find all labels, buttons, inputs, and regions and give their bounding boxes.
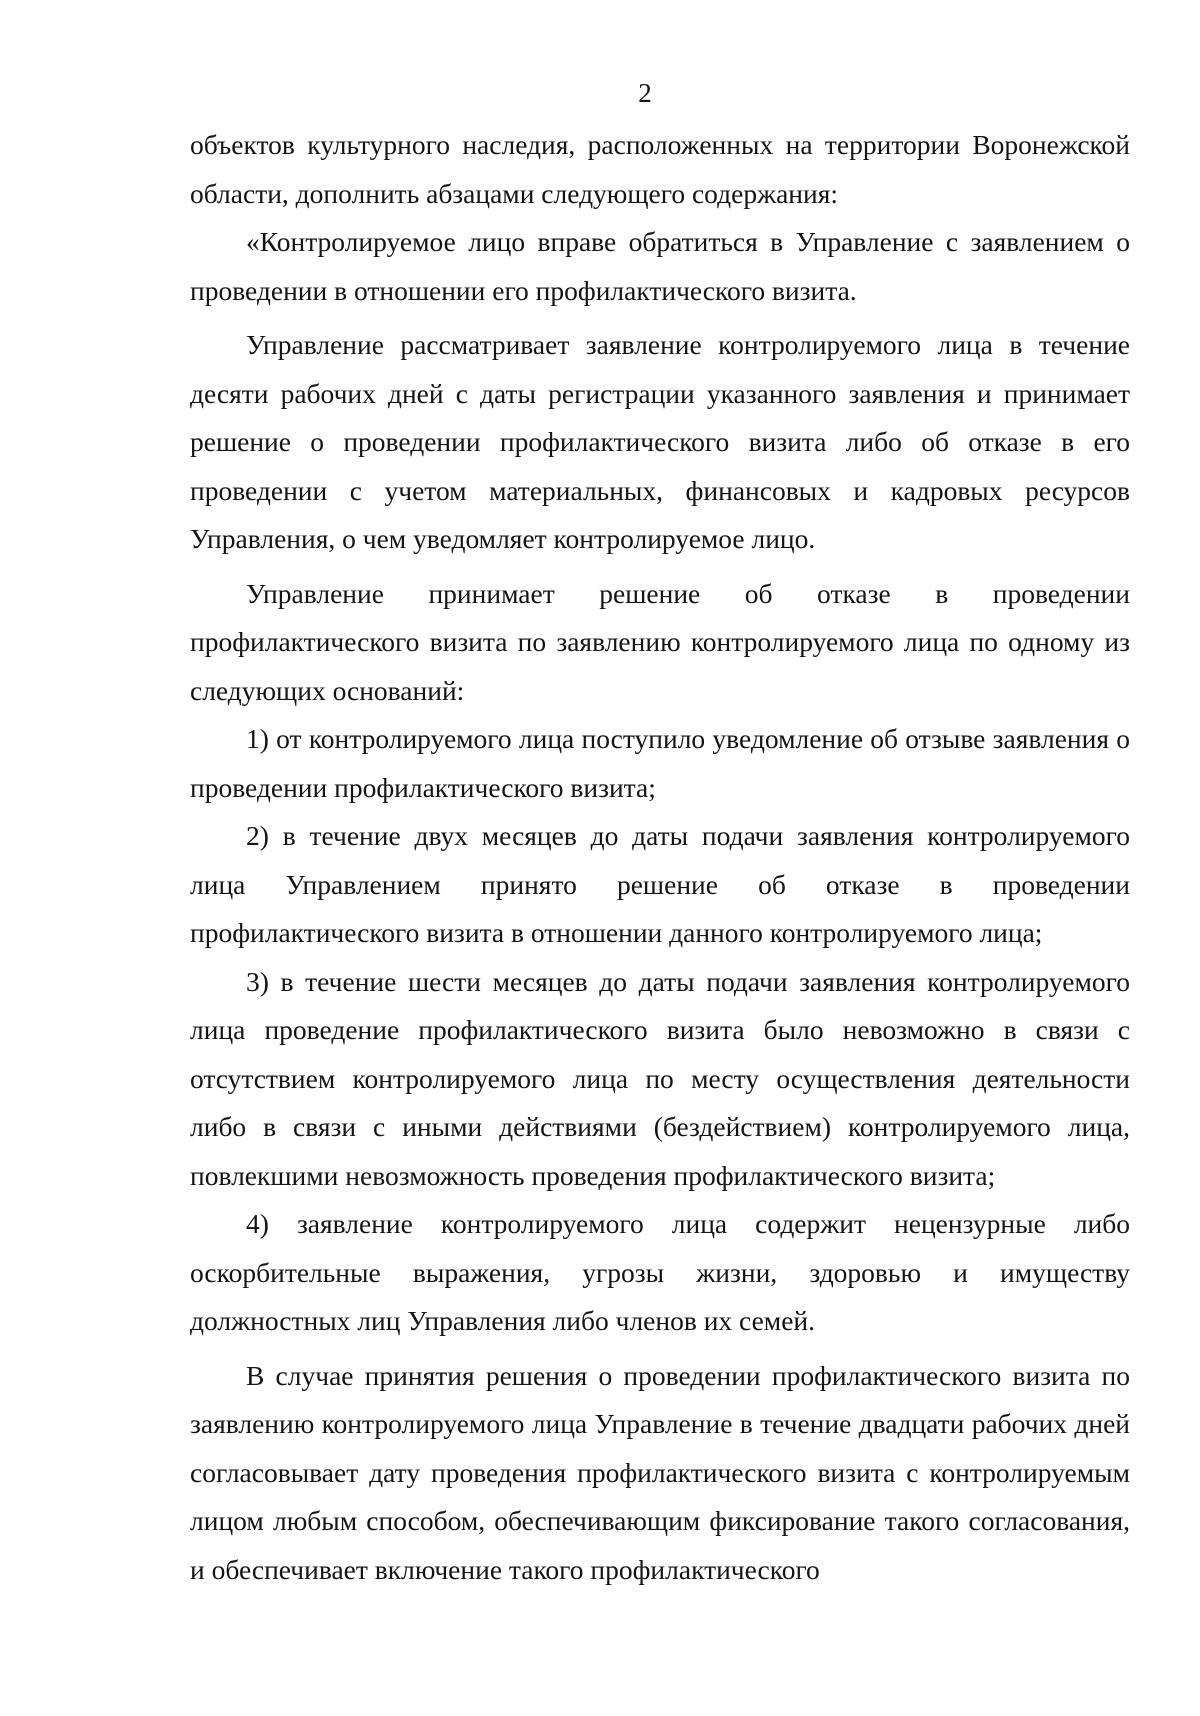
paragraph-approval-procedure: В случае принятия решения о проведении профилактического визита по заявлению контролируемого лица Управление в течение двадцати рабочих дней согласовывает дату проведения профилактического визита с контролируемым лицом любым способом, обеспечивающим фиксирование такого согласования, и обеспечивает включение такого профилактического	[190, 1359, 1130, 1585]
page-number: 2	[638, 78, 652, 108]
paragraph-quote-start: «Контролируемое лицо вправе обратиться в Управление с заявлением о проведении в отношении его профилактического визита.	[190, 226, 1130, 306]
list-item-ground-2: 2) в течение двух месяцев до даты подачи заявления контролируемого лица Управлением принято решение об отказе в проведении профилактического визита в отношении данного контролируемого лица;	[190, 820, 1130, 948]
list-item-ground-1: 1) от контролируемого лица поступило уведомление об отзыве заявления о проведении профилактического визита;	[190, 723, 1130, 803]
paragraph-continuation: объектов культурного наследия, расположенных на территории Воронежской области, дополнить абзацами следующего содержания:	[190, 129, 1130, 209]
paragraph-review-period: Управление рассматривает заявление контролируемого лица в течение десяти рабочих дней с даты регистрации указанного заявления и принимает решение о проведении профилактического визита либо об отказе в его проведении с учетом материальных, финансовых и кадровых ресурсов Управления, о чем уведомляет контролируемое лицо.	[190, 329, 1130, 554]
list-item-ground-4: 4) заявление контролируемого лица содержит нецензурные либо оскорбительные выражения, угрозы жизни, здоровью и имуществу должностных лиц Управления либо членов их семей.	[190, 1208, 1130, 1336]
document-body	[190, 121, 1130, 1594]
paragraph-refusal-grounds-intro: Управление принимает решение об отказе в проведении профилактического визита по заявлению контролируемого лица по одному из следующих оснований:	[190, 577, 1130, 706]
list-item-ground-3: 3) в течение шести месяцев до даты подачи заявления контролируемого лица проведение профилактического визита было невозможно в связи с отсутствием контролируемого лица по месту осуществления деятельности либо в связи с иными действиями (бездействием) контролируемого лица, повлекшими невозможность проведения профилактического визита;	[190, 965, 1130, 1191]
